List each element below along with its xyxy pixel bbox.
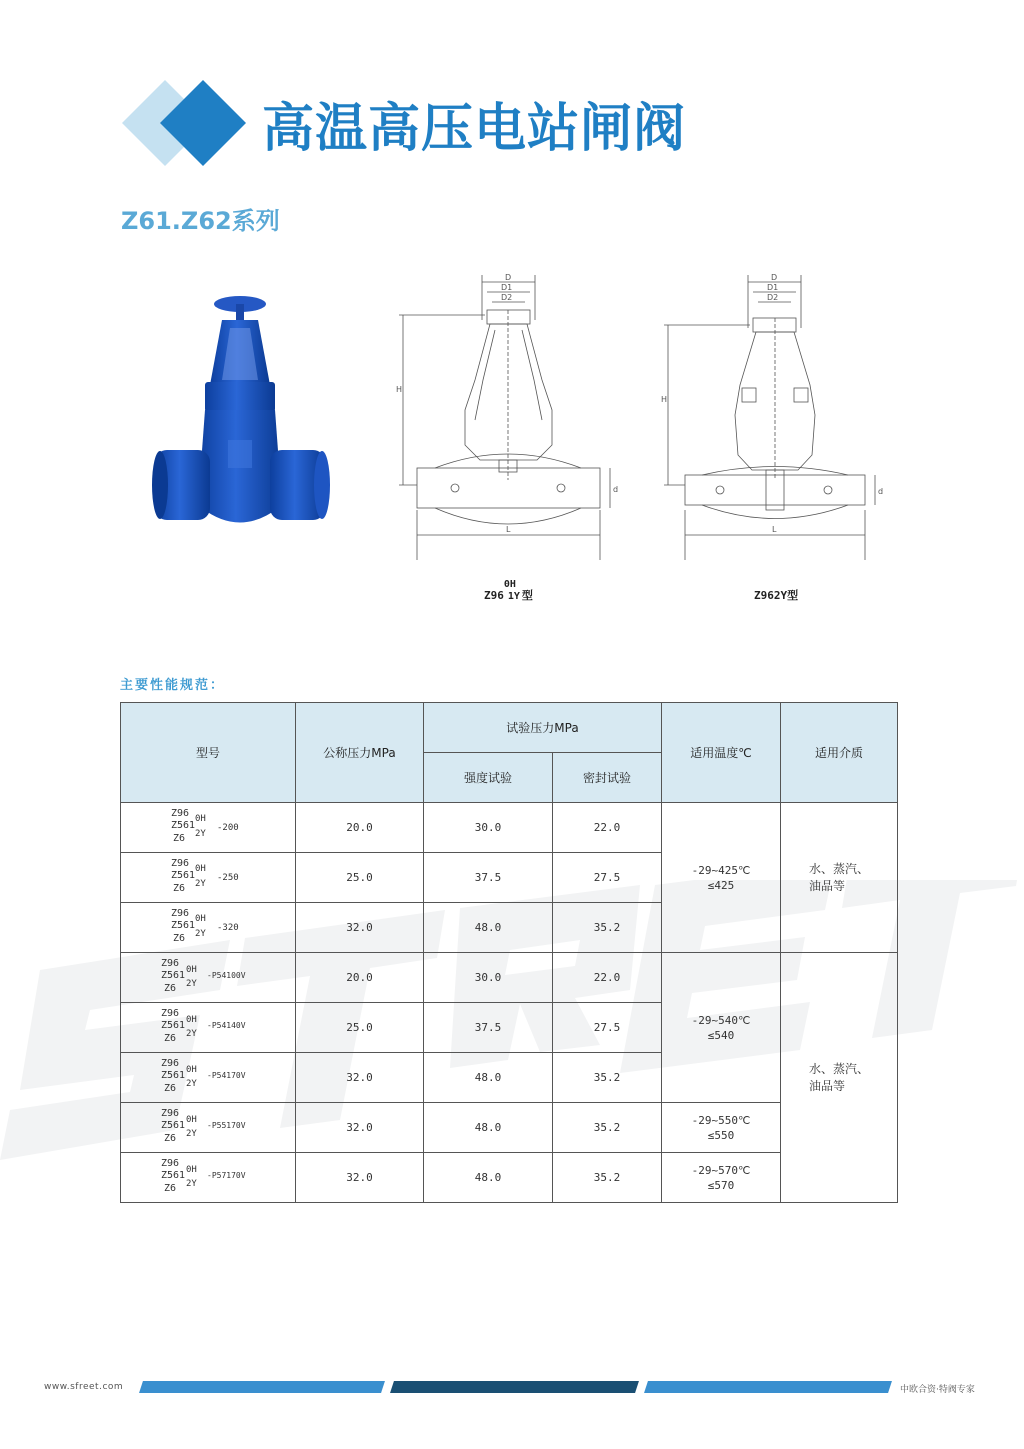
dim-label-d2: D2 — [501, 293, 513, 302]
model-sup-1: 0H — [195, 914, 206, 924]
series-title: Z61.Z62系列 — [121, 207, 280, 235]
seal-cell: 27.5 — [553, 853, 662, 903]
model-line-3: Z6 — [173, 933, 186, 944]
nominal-cell: 25.0 — [296, 853, 424, 903]
model-suffix: -P54170V — [207, 1071, 246, 1080]
drawing-caption-1 — [484, 579, 533, 607]
dim-label-d2: D2 — [767, 293, 779, 302]
footer-bar — [644, 1381, 892, 1393]
model-suffix: -P54100V — [207, 971, 246, 980]
medium-line-1: 水、蒸汽、 — [809, 861, 870, 876]
model-line-3: Z6 — [164, 1033, 177, 1044]
dim-label-h: H — [661, 395, 668, 404]
model-sup-1: 0H — [195, 814, 206, 824]
technical-drawing-z960h — [395, 270, 635, 565]
seal-cell: 35.2 — [553, 903, 662, 953]
model-line-2: Z561 — [161, 1020, 186, 1031]
footer-bar — [390, 1381, 639, 1393]
model-suffix: -P55170V — [207, 1121, 246, 1130]
temp-cell — [662, 1103, 781, 1153]
temp-range: -29~550℃ — [691, 1113, 751, 1127]
nominal-cell: 20.0 — [296, 803, 424, 853]
model-suffix: -P57170V — [207, 1171, 246, 1180]
dim-label-small-d: d — [878, 487, 884, 496]
temp-max: ≤570 — [707, 1178, 735, 1192]
strength-cell: 48.0 — [424, 903, 553, 953]
strength-cell: 48.0 — [424, 1053, 553, 1103]
model-line-1: Z96 — [161, 958, 180, 969]
temp-cell — [662, 1153, 781, 1203]
model-sup-2: 2Y — [186, 979, 197, 989]
dim-label-d1: D1 — [767, 283, 779, 292]
model-sup-1: 0H — [195, 864, 206, 874]
model-line-2: Z561 — [171, 870, 196, 881]
header-seal: 密封试验 — [553, 753, 662, 803]
caption-1-top: 0H — [503, 579, 516, 590]
dim-label-small-d: d — [613, 485, 619, 494]
model-line-3: Z6 — [164, 983, 177, 994]
model-line-2: Z561 — [161, 1170, 186, 1181]
model-sup-1: 0H — [186, 1065, 197, 1075]
page-title: 高温高压电站闸阀 — [262, 99, 687, 159]
model-line-3: Z6 — [173, 883, 186, 894]
header-nominal: 公称压力MPa — [296, 703, 424, 803]
model-line-2: Z561 — [171, 920, 196, 931]
temp-max: ≤550 — [707, 1128, 735, 1142]
seal-cell: 35.2 — [553, 1053, 662, 1103]
header-medium: 适用介质 — [781, 703, 898, 803]
seal-cell: 22.0 — [553, 953, 662, 1003]
strength-cell: 48.0 — [424, 1103, 553, 1153]
seal-cell: 27.5 — [553, 1003, 662, 1053]
model-sup-1: 0H — [186, 965, 197, 975]
model-suffix: -320 — [217, 923, 239, 933]
model-sup-2: 2Y — [186, 1179, 197, 1189]
header-temp: 适用温度℃ — [662, 703, 781, 803]
seal-cell: 35.2 — [553, 1103, 662, 1153]
footer-tagline: 中欧合资·特阀专家 — [900, 1385, 975, 1395]
model-sup-1: 0H — [186, 1015, 197, 1025]
model-cell — [121, 803, 296, 853]
dim-label-h: H — [396, 385, 403, 394]
model-line-2: Z561 — [161, 970, 186, 981]
seal-cell: 35.2 — [553, 1153, 662, 1203]
nominal-cell: 32.0 — [296, 1153, 424, 1203]
model-line-2: Z561 — [161, 1070, 186, 1081]
table-row — [121, 953, 898, 1003]
header-strength: 强度试验 — [424, 753, 553, 803]
dim-label-l: L — [772, 525, 777, 534]
model-sup-1: 0H — [186, 1165, 197, 1175]
temp-range: -29~425℃ — [691, 863, 751, 877]
temp-max: ≤425 — [707, 878, 735, 892]
model-line-1: Z96 — [161, 1158, 180, 1169]
model-cell — [121, 1153, 296, 1203]
spec-heading: 主要性能规范： — [120, 678, 226, 693]
model-line-2: Z561 — [171, 820, 196, 831]
dim-label-d: D — [771, 273, 778, 282]
dim-label-d1: D1 — [501, 283, 513, 292]
caption-1-prefix: Z96 — [484, 589, 504, 602]
model-line-1: Z96 — [161, 1008, 180, 1019]
model-line-1: Z96 — [171, 908, 190, 919]
caption-1-bottom: 1Y — [507, 591, 520, 602]
model-line-3: Z6 — [164, 1133, 177, 1144]
model-sup-2: 2Y — [195, 879, 206, 889]
strength-cell: 30.0 — [424, 953, 553, 1003]
model-line-1: Z96 — [161, 1108, 180, 1119]
model-sup-2: 2Y — [195, 929, 206, 939]
model-line-3: Z6 — [164, 1183, 177, 1194]
temp-range: -29~540℃ — [691, 1013, 751, 1027]
strength-cell: 48.0 — [424, 1153, 553, 1203]
model-line-2: Z561 — [161, 1120, 186, 1131]
nominal-cell: 32.0 — [296, 1103, 424, 1153]
model-cell — [121, 953, 296, 1003]
temp-max: ≤540 — [707, 1028, 735, 1042]
model-cell — [121, 1053, 296, 1103]
model-suffix: -200 — [217, 823, 239, 833]
model-sup-2: 2Y — [186, 1029, 197, 1039]
medium-cell — [781, 953, 898, 1203]
strength-cell: 30.0 — [424, 803, 553, 853]
model-cell — [121, 1003, 296, 1053]
header-model: 型号 — [121, 703, 296, 803]
model-sup-1: 0H — [186, 1115, 197, 1125]
model-suffix: -P54140V — [207, 1021, 246, 1030]
footer-url[interactable]: www.sfreet.com — [44, 1382, 124, 1392]
model-line-1: Z96 — [161, 1058, 180, 1069]
strength-cell: 37.5 — [424, 1003, 553, 1053]
dim-label-d: D — [505, 273, 512, 282]
spec-table — [120, 702, 898, 1203]
model-cell — [121, 903, 296, 953]
medium-line-2: 油品等 — [809, 878, 846, 893]
nominal-cell: 32.0 — [296, 1053, 424, 1103]
model-cell — [121, 853, 296, 903]
nominal-cell: 20.0 — [296, 953, 424, 1003]
nominal-cell: 25.0 — [296, 1003, 424, 1053]
header-diamond-logo — [120, 78, 260, 168]
header-test: 试验压力MPa — [424, 703, 662, 753]
medium-cell — [781, 803, 898, 953]
seal-cell: 22.0 — [553, 803, 662, 853]
model-sup-2: 2Y — [186, 1079, 197, 1089]
model-line-1: Z96 — [171, 808, 190, 819]
caption-1-suffix: 型 — [521, 589, 533, 602]
temp-cell — [662, 953, 781, 1103]
nominal-cell: 32.0 — [296, 903, 424, 953]
footer-bar — [139, 1381, 385, 1393]
model-line-3: Z6 — [164, 1083, 177, 1094]
temp-cell — [662, 803, 781, 953]
table-row — [121, 803, 898, 853]
temp-range: -29~570℃ — [691, 1163, 751, 1177]
drawing-caption-2: Z962Y型 — [754, 589, 799, 602]
medium-line-1: 水、蒸汽、 — [809, 1061, 870, 1076]
dim-label-l: L — [506, 525, 511, 534]
model-suffix: -250 — [217, 873, 239, 883]
technical-drawing-z962y — [660, 270, 900, 565]
model-line-3: Z6 — [173, 833, 186, 844]
strength-cell: 37.5 — [424, 853, 553, 903]
model-sup-2: 2Y — [186, 1129, 197, 1139]
medium-line-2: 油品等 — [809, 1078, 846, 1093]
valve-photo — [150, 290, 330, 550]
model-cell — [121, 1103, 296, 1153]
model-line-1: Z96 — [171, 858, 190, 869]
model-sup-2: 2Y — [195, 829, 206, 839]
